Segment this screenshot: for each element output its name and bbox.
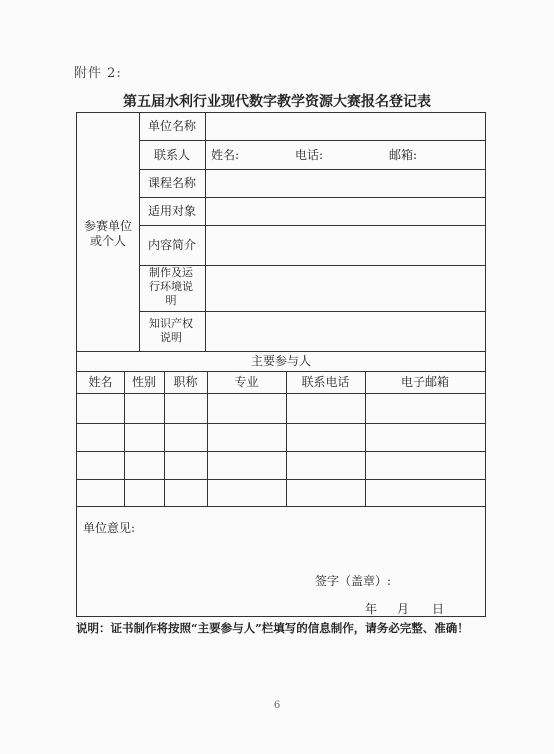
summary-label: 内容简介 [147,238,196,252]
participants-title: 主要参与人 [250,354,311,368]
contact-email-field[interactable]: 邮箱: [389,148,418,162]
env-label: 制作及运行环境说明 [149,266,193,307]
footnote: 说明：证书制作将按照“主要参与人”栏填写的信息制作，请务必完整、准确！ [76,621,469,635]
unit-opinion-label: 单位意见: [83,521,136,535]
group-label: 参赛单位或个人 [83,219,132,248]
ip-label: 知识产权说明 [149,317,193,344]
page-number: 6 [273,700,281,711]
date-month: 月 [397,602,410,616]
contact-label: 联系人 [153,148,190,162]
contact-phone-field[interactable]: 电话: [295,148,324,162]
date-day: 日 [432,602,445,616]
signature-label: 签字（盖章）: [315,574,392,588]
col-header-phone: 联系电话 [301,375,350,389]
unit-name-label: 单位名称 [147,119,196,133]
col-header-title: 职称 [173,375,198,389]
col-header-gender: 性别 [131,375,156,389]
attachment-label: 附件 2: [74,66,122,81]
col-header-major: 专业 [234,375,259,389]
contact-name-field[interactable]: 姓名: [211,148,240,162]
form-title: 第五届水利行业现代数字教学资源大赛报名登记表 [123,94,431,110]
audience-label: 适用对象 [147,204,196,218]
col-header-email: 电子邮箱 [400,375,449,389]
course-name-label: 课程名称 [147,176,196,190]
col-header-name: 姓名 [88,375,113,389]
date-year: 年 [365,602,378,616]
registration-form [76,112,486,617]
